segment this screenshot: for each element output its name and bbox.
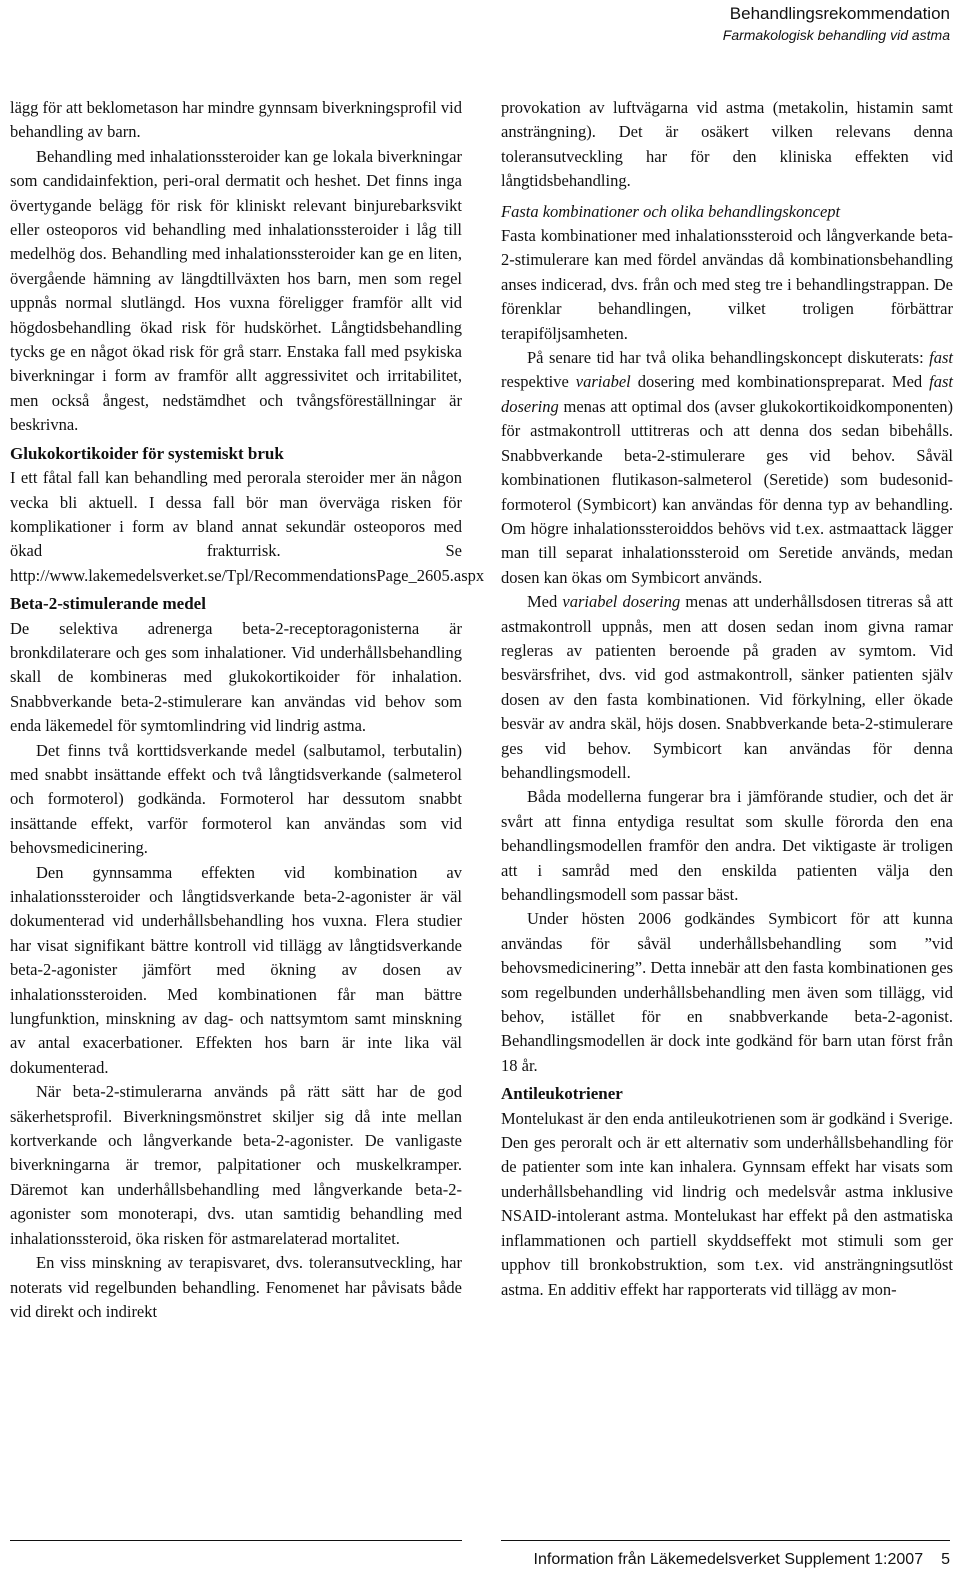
paragraph: Båda modellerna fungerar bra i jämförande studier, och det är svårt att finna entydiga resultat som skulle förorda den ena behandlingsmodellen framför den andra. Det viktigaste är troligen att i samråd med den enskilda patienten välja den behandlingsmodell som passar bäst. [501,787,953,904]
left-column [10,96,485,1324]
paragraph: Fasta kombinationer med inhalationssteroid och långverkande beta-2-stimulerare kan med fördel användas då kombinationsbehandling anses indicerad, dvs. från och med steg tre i behandlingstrappan. De förenklar behandlingen, vilket troligen förbättrar terapiföljsamheten. [501,226,953,343]
text-run: menas att optimal dos (avser glukokortikoidkomponenten) för astmakontroll uttitreras och att denna dos sedan bibehålls. Snabbverkande beta-2-stimulerare ges vid behov. Såväl kombinationen flutikason-salmeterol (Seretide) som budesonid-formoterol (Symbicort) kan användas för denna typ av behandling. Om högre inhalationssteroiddos behövs vid t.ex. astmaattack lägger man till separat inhalationssteroid om Seretide används, medan dosen kan ökas om Symbicort används. [501,396,953,587]
running-header-subtitle: Farmakologisk behandling vid astma [722,27,950,43]
section-heading: Glukokortikoider för systemiskt bruk [10,443,284,463]
text-run: På senare tid har två olika behandlingskoncept diskuterats: [527,348,930,368]
emphasis: variabel dosering [562,592,681,612]
paragraph: Det finns två korttidsverkande medel (salbutamol, terbutalin) med snabbt insättande effekt och två långtidsverkande (salmeterol och formoterol) godkända. Formoterol har dessutom snabbt insättande effekt, varför formoterol kan användas som vid behovsmedicinering. [10,740,462,858]
text-run: respektive [501,372,576,392]
paragraph: Under hösten 2006 godkändes Symbicort för att kunna användas för såväl underhållsbehandling som ”vid behovsmedicinering”. Detta innebär att den fasta kombinationen ges som regelbunden underhållsbehandling men även som tillägg, vid behov, istället för en snabbverkande beta-2-agonist. Behandlingsmodellen är dock inte godkänd för barn utan först från 18 år. [501,909,953,1075]
paragraph: En viss minskning av terapisvaret, dvs. toleransutveckling, har noterats vid regelbunden behandling. Fenomenet har påvisats både vid direkt och indirekt [10,1253,462,1321]
paragraph: Montelukast är den enda antileukotrienen som är godkänd i Sverige. Den ges peroralt och är ett alternativ som underhållsbehandling för de patienter som inte kan inhalera. Gynnsam effekt har visats som underhållsbehandling vid lindrig och medelsvår astma inklusive NSAID-intolerant astma. Montelukast har effekt på den astmatiska inflammationen och partiell skyddseffekt mot stimuli som ger upphov till bronkobstruktion, som t.ex. vid ansträngningsutlöst astma. En additiv effekt har rapporterats vid tillägg av mon- [501,1108,953,1299]
paragraph [501,346,953,590]
right-column [501,96,953,1302]
section-heading: Beta-2-stimulerande medel [10,594,206,614]
section-heading: Antileukotriener [501,1084,623,1104]
footer-publication: Information från Läkemedelsverket Supplement 1:2007 [533,1551,924,1568]
paragraph: I ett fåtal fall kan behandling med perorala steroider mer än någon vecka bli aktuell. I dessa fall bör man överväga risken för komplikationer i form av bland annat sekundär osteoporos med ökad frakturrisk. Se http://www.lakemedelsverket.se/Tpl/RecommendationsPage_2605.aspx [10,468,485,585]
text-run: menas att underhållsdosen titreras så att astmakontroll uppnås, men att dosen sedan inom givna ramar regleras av patienten beroende på graden av symtom. Vid besvärsfrihet, dvs. vid god astmakontroll, sänker patienten själv dosen av den fasta kombinationen. Vid förkylning, eller ökade besvär av andra skäl, höjs dosen. Snabbverkande beta-2-stimulerare ges vid behov. Symbicort kan användas för denna behandlingsmodell. [501,592,953,782]
running-header-title: Behandlingsrekommendation [729,4,950,23]
footer-rule-left [10,1540,462,1541]
subsection-heading: Fasta kombinationer och olika behandlingskoncept [501,201,841,221]
paragraph: Behandling med inhalationssteroider kan ge lokala biverkningar som candidainfektion, peri-oral dermatit och heshet. Det finns inga övertygande belägg för risk för kliniskt relevant binjurebarksvikt eller osteoporos vid behandling med inhalationssteroider i låg till medelhög dos. Behandling med inhalationssteroider kan ge en liten, övergående hämning av längdtillväxten hos barn, men som regel uppnås normal slutlängd. Hos vuxna föreligger framför allt vid högdosbehandling ökad risk för hudskörhet. Långtidsbehandling tycks ge en något ökad risk för grå starr. Enstaka fall med psykiska biverkningar i form av framför allt aggressivitet och irritabilitet, men också ångest, nedstämdhet och tvångsföreställningar är beskrivna. [10,146,462,435]
paragraph: De selektiva adrenerga beta-2-receptoragonisterna är bronkdilaterare och ges som inhalationer. Vid underhållsbehandling skall de kombineras med glukokortikoider för inhalation. Snabbverkande beta-2-stimulerare kan användas vid behov som enda läkemedel för symtomlindring vid lindrig astma. [10,618,462,736]
page-number: 5 [941,1551,950,1568]
footer-rule-right [501,1540,950,1541]
text-run: Med [527,592,563,612]
paragraph: Den gynnsamma effekten vid kombination av inhalationssteroider och långtidsverkande beta-2-agonister är väl dokumenterad vid underhållsbehandling hos vuxna. Flera studier har visat signifikant bättre kontroll vid tillägg av långtidsverkande beta-2-agonister jämfört med ökning av dosen av inhalationssteroiden. Med kombinationen får man bättre lungfunktion, minskning av dag- och nattsymtom samt minskning av antal exacerbationer. Effekten hos barn är inte lika väl dokumenterad. [10,862,462,1077]
emphasis: fast [929,348,953,368]
page-footer [534,1551,950,1569]
paragraph: När beta-2-stimulerarna används på rätt sätt har de god säkerhetsprofil. Biverkningsmönstret skiljer sig då inte mellan kortverkande och långverkande beta-2-agonister. De vanligaste biverkningarna är tremor, palpitationer och muskelkramper. Däremot kan underhållsbehandling med långverkande beta-2-agonister som monoterapi, dvs. utan samtidig behandling med inhalationssteroid, öka risken för astmarelaterad mortalitet. [10,1082,462,1248]
text-run: dosering med kombinationspreparat. Med [630,372,930,392]
paragraph: lägg för att beklometason har mindre gynnsam biverkningsprofil vid behandling av barn. [10,98,462,142]
emphasis: variabel [575,372,631,392]
paragraph: provokation av luftvägarna vid astma (metakolin, histamin samt ansträngning). Det är osäkert vilken relevans denna toleransutveckling har för den kliniska effekten vid långtidsbehandling. [501,98,953,191]
emphasis: fast dosering [501,372,953,416]
paragraph [501,590,953,785]
